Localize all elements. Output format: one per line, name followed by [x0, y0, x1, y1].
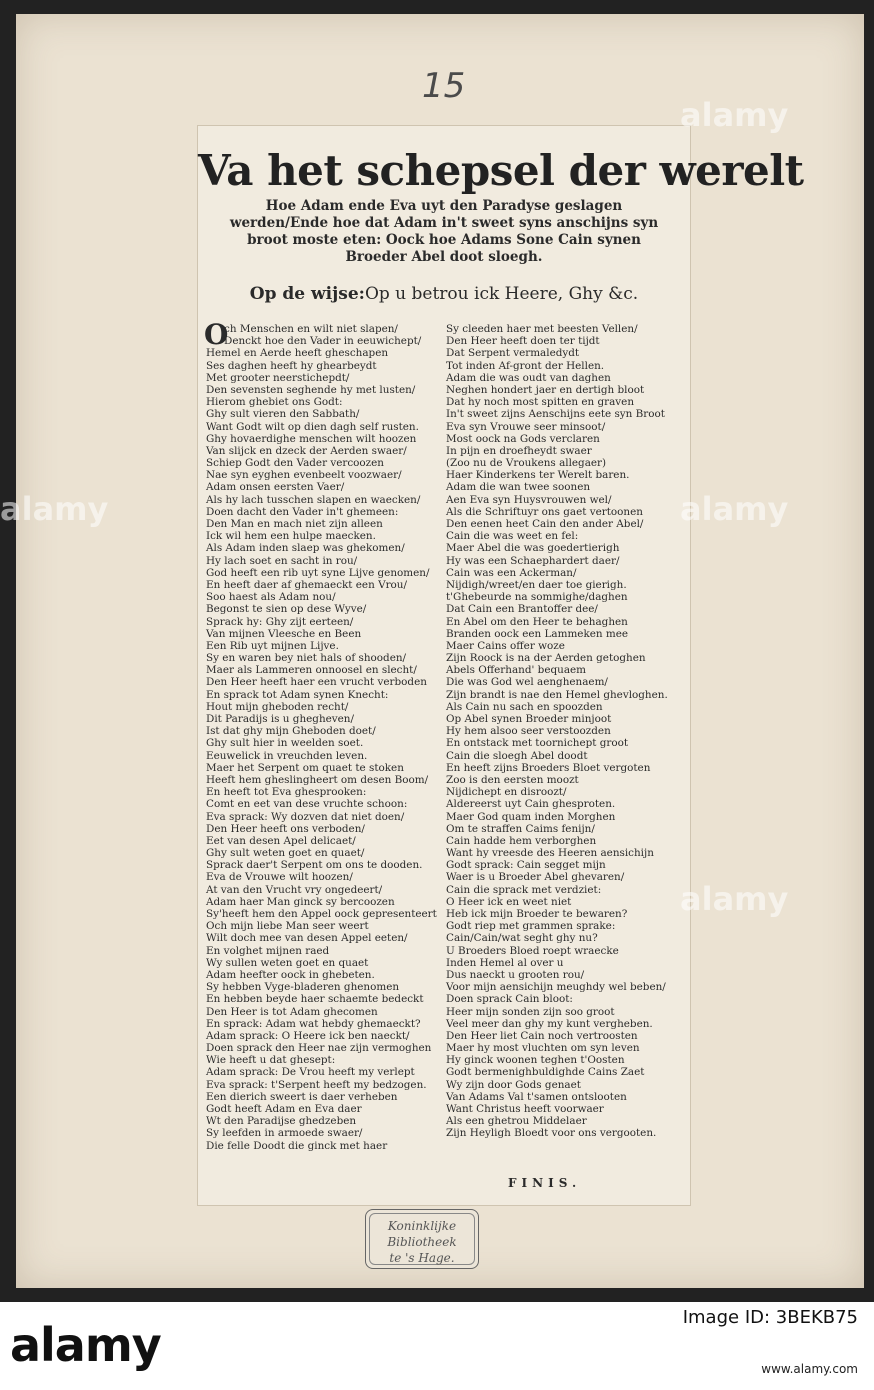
watermark: alamy [680, 96, 789, 134]
verse-line: Om te straffen Caims fenijn/ [446, 822, 595, 835]
verse-line: ch Menschen en wilt niet slapen/ [224, 323, 398, 335]
verse-line: En hebben beyde haer schaemte bedeckt [206, 993, 424, 1006]
verse-line: Dit Paradijs is u ghegheven/ [206, 713, 354, 725]
verse-line: Hy ginck woonen teghen t'Oosten [446, 1054, 625, 1067]
verse-line: Wilt doch mee van desen Appel eeten/ [206, 932, 408, 945]
verse-line: Cain die sprack met verdziet: [446, 883, 602, 896]
verse-line: Adam onsen eersten Vaer/ [206, 481, 345, 494]
verse-line: Sprack hy: Ghy zijt eerteen/ [206, 615, 354, 628]
verse-line: Den Heer liet Cain noch vertroosten [446, 1029, 638, 1042]
verse-line: Op Abel synen Broeder minjoot [446, 713, 612, 725]
verse-line: Godt riep met grammen sprake: [446, 920, 616, 933]
stamp-line: Bibliotheek [387, 1235, 457, 1249]
site-url: www.alamy.com [761, 1362, 858, 1376]
brand-logo: alamy [10, 1318, 161, 1372]
verse-line: Dus naeckt u grooten rou/ [446, 968, 585, 981]
verse-line: Van mijnen Vleesche en Been [206, 627, 362, 640]
verse-line: Doen dacht den Vader in't ghemeen: [206, 505, 399, 518]
verse-line: Neghen hondert jaer en dertigh bloot [446, 383, 645, 396]
verse-line: Aldereerst uyt Cain ghesproten. [446, 798, 616, 811]
verse-line: In pijn en droefheydt swaer [446, 444, 592, 457]
verse-line: Als hy lach tusschen slapen en waecken/ [206, 493, 421, 506]
verse-line: Branden oock een Lammeken mee [446, 627, 629, 640]
watermark: alamy [680, 880, 789, 918]
verse-line: Den Heer heeft haer een vrucht verboden [206, 676, 427, 689]
verse-line: Van Adams Val t'samen ontslooten [446, 1090, 627, 1103]
verse-line: Als Cain nu sach en spoozden [446, 700, 603, 713]
verse-line: Sy hebben Vyge-bladeren ghenomen [206, 981, 400, 994]
subtitle-line: werden/Ende hoe dat Adam in't sweet syns anschijns syn [229, 215, 659, 231]
verse-line: Zoo is den eersten moozt [446, 773, 579, 786]
verse-line: Sy'heeft hem den Appel oock gepresenteert [206, 908, 437, 920]
verse-line: Doen sprack den Heer nae zijn vermoghen [206, 1042, 432, 1055]
verse-line: Dat Serpent vermaledydt [446, 347, 580, 360]
verse-line: U Broeders Bloed roept wraecke [446, 944, 619, 957]
verse-line: Wt den Paradijse ghedzeben [206, 1115, 357, 1128]
verse-line: Eet van desen Apel delicaet/ [206, 834, 356, 847]
verse-line: Cain die sloegh Abel doodt [446, 749, 588, 762]
verse-line: Als die Schriftuyr ons gaet vertoonen [446, 505, 643, 518]
verse-line: Heeft hem gheslingheert om desen Boom/ [206, 773, 429, 786]
verse-line: Adam haer Man ginck sy bercoozen [206, 895, 395, 908]
verse-line: Adam heefter oock in ghebeten. [206, 968, 375, 981]
verse-line: En heeft tot Eva ghesprooken: [206, 786, 367, 799]
verse-line: Een Rib uyt mijnen Lijve. [206, 639, 339, 652]
verse-line: Ses daghen heeft hy ghearbeydt [206, 359, 377, 372]
verse-line: Ghy sult weten goet en quaet/ [206, 847, 365, 860]
verse-line: Adam sprack: O Heere ick ben naeckt/ [206, 1029, 410, 1042]
verse-line: Godt bermenighbuldighde Cains Zaet [446, 1066, 645, 1079]
verse-line: Hierom ghebiet ons Godt: [206, 396, 343, 409]
verse-line: Sprack daer't Serpent om ons te dooden. [206, 859, 423, 872]
verse-line: En heeft daer af ghemaeckt een Vrou/ [206, 578, 407, 591]
verse-line: Wy sullen weten goet en quaet [206, 956, 369, 969]
verse-line: Sy en waren bey niet hals of shooden/ [206, 652, 407, 665]
verse-line: Maer het Serpent om quaet te stoken [206, 761, 404, 774]
verse-line: Met grooter neerstichepdt/ [206, 371, 350, 384]
verse-line: Inden Hemel al over u [446, 956, 564, 969]
verse-line: Als Adam inden slaep was ghekomen/ [206, 542, 405, 555]
verse-line: Eva sprack: Wy dozven dat niet doen/ [206, 810, 405, 823]
verse-line: Den Heer heeft doen ter tijdt [446, 335, 600, 348]
verse-line: Hy was een Schaephardert daer/ [446, 554, 620, 567]
verse-line: Comt en eet van dese vruchte schoon: [206, 798, 408, 811]
verse-line: Nijdigh/wreet/en daer toe gierigh. [446, 578, 627, 591]
verse-line: Aen Eva syn Huysvrouwen wel/ [446, 493, 612, 506]
verse-line: Most oock na Gods verclaren [446, 432, 600, 445]
verse-line: Dat hy noch most spitten en graven [446, 396, 635, 409]
verse-line: Nijdichept en disroozt/ [446, 786, 567, 799]
verse-line: Heer mijn sonden zijn soo groot [446, 1005, 615, 1018]
verse-line: Ghy sult hier in weelden soet. [206, 737, 364, 750]
paper-sheet [16, 14, 864, 1288]
drop-cap: O [204, 318, 229, 351]
verse-line: Hout mijn gheboden recht/ [206, 700, 349, 713]
verse-line: Godt sprack: Cain segget mijn [446, 859, 606, 872]
verse-line: Den eenen heet Cain den ander Abel/ [446, 518, 644, 530]
verse-line: Adam die wan twee soonen [446, 481, 591, 494]
verse-line: Abels Offerhand' bequaem [446, 664, 587, 677]
verse-line: Sy leefden in armoede swaer/ [206, 1127, 363, 1140]
verse-line: Maer Abel die was goedertierigh [446, 542, 620, 555]
verse-line: Schiep Godt den Vader vercoozen [206, 457, 384, 470]
verse-line: En ontstack met toornichept groot [446, 737, 629, 750]
verse-line: Van slijck en dzeck der Aerden swaer/ [206, 444, 407, 457]
verse-line: En sprack tot Adam synen Knecht: [206, 688, 389, 701]
tune-line [198, 284, 690, 304]
verse-line: Voor mijn aensichijn meughdy wel beben/ [446, 981, 666, 994]
stamp-line: te 's Hage. [389, 1251, 455, 1265]
verse-line: Zijn Roock is na der Aerden getoghen [446, 652, 646, 665]
verse-line: Godt heeft Adam en Eva daer [206, 1103, 362, 1115]
verse-line: Adam sprack: De Vrou heeft my verlept [206, 1066, 415, 1079]
verse-line: Maer hy most vluchten om syn leven [446, 1042, 640, 1055]
verse-line: Adam die was oudt van daghen [446, 371, 611, 384]
stamp-line: Koninklijke [387, 1219, 457, 1233]
verse-line: En sprack: Adam wat hebdy ghemaeckt? [206, 1017, 421, 1030]
verse-line: Tot inden Af-gront der Hellen. [446, 359, 605, 372]
verse-line: Cain hadde hem verborghen [446, 834, 597, 847]
verse-line: Want Christus heeft voorwaer [446, 1103, 604, 1115]
image-id: Image ID: 3BEKB75 [682, 1307, 858, 1328]
watermark: alamy [0, 490, 109, 528]
verse-line: En Abel om den Heer te behaghen [446, 615, 628, 628]
verse-line: (Zoo nu de Vroukens allegaer) [446, 457, 607, 470]
verse-line: Die was God wel aenghenaem/ [446, 676, 608, 689]
verse-line: Waer is u Broeder Abel ghevaren/ [446, 871, 625, 884]
verse-line: Ghy sult vieren den Sabbath/ [206, 408, 360, 421]
verse-line: God heeft een rib uyt syne Lijve genomen/ [206, 566, 430, 579]
verse-line: En heeft zijns Broeders Bloet vergoten [446, 761, 651, 774]
verse-line: En volghet mijnen raed [206, 944, 330, 957]
verse-line: t'Ghebeurde na sommighe/daghen [446, 591, 628, 604]
subtitle [206, 198, 682, 266]
verse-line: Een dierich sweert is daer verheben [206, 1090, 398, 1103]
tune-text: Op u betrou ick Heere, Ghy &c. [364, 284, 639, 304]
verse-line: Sy cleeden haer met beesten Vellen/ [446, 323, 638, 335]
left-column [206, 323, 436, 1152]
verse-line: At van den Vrucht vry ongedeert/ [206, 883, 383, 896]
verse-line: Maer als Lammeren onnoosel en slecht/ [206, 664, 417, 677]
verse-line: Zijn Heyligh Bloedt voor ons vergooten. [446, 1127, 657, 1140]
verse-line: Och mijn liebe Man seer weert [206, 920, 369, 933]
verse-line: Haer Kinderkens ter Werelt baren. [446, 469, 630, 482]
verse-line: Cain/Cain/wat seght ghy nu? [446, 932, 598, 945]
finis: FINIS. [508, 1176, 582, 1190]
subtitle-line: Hoe Adam ende Eva uyt den Paradyse geslagen [265, 198, 623, 214]
verse-line: Maer Cains offer woze [446, 639, 565, 652]
verse-line: Hy hem alsoo seer verstoozden [446, 725, 611, 738]
verse-line: Den Man en mach niet zijn alleen [206, 518, 383, 530]
watermark: alamy [680, 490, 789, 528]
subtitle-line: Broeder Abel doot sloegh. [345, 249, 543, 265]
verse-line: Den sevensten seghende hy met lusten/ [206, 383, 416, 396]
verse-line: Als een ghetrou Middelaer [446, 1115, 587, 1128]
verse-line: Ist dat ghy mijn Gheboden doet/ [206, 725, 376, 738]
verse-line: Den Heer is tot Adam ghecomen [206, 1005, 378, 1018]
verse-line: Eva syn Vrouwe seer minsoot/ [446, 420, 606, 433]
pencil-number: 15 [422, 66, 466, 106]
verse-line: Maer God quam inden Morghen [446, 810, 616, 823]
verse-line: Cain die was weet en fel: [446, 530, 579, 543]
verse-line: Wy zijn door Gods genaet [446, 1078, 581, 1091]
verse-line: Begonst te sien op dese Wyve/ [206, 603, 367, 616]
verse-line: Zijn brandt is nae den Hemel ghevloghen. [446, 688, 668, 701]
library-stamp-inner [369, 1213, 475, 1265]
verse-line: Eeuwelick in vreuchden leven. [206, 749, 368, 762]
verse-line: Soo haest als Adam nou/ [206, 591, 336, 604]
verse-line: Eva sprack: t'Serpent heeft my bedzogen. [206, 1078, 427, 1091]
verse-line: Dat Cain een Brantoffer dee/ [446, 603, 598, 616]
verse-line: Denckt hoe den Vader in eeuwichept/ [224, 335, 422, 348]
verse-line: Nae syn eyghen evenbeelt voozwaer/ [206, 469, 402, 482]
subtitle-line: broot moste eten: Oock hoe Adams Sone Cain synen [247, 232, 641, 248]
verse-line: O Heer ick en weet niet [446, 895, 572, 908]
verse-line: Hy lach soet en sacht in rou/ [206, 554, 358, 567]
verse-line: Eva de Vrouwe wilt hoozen/ [206, 871, 353, 884]
verse-line: Wie heeft u dat ghesept: [206, 1054, 336, 1067]
page-title: Va het schepsel der werelt [198, 146, 804, 195]
verse-line: Want Godt wilt op dien dagh self rusten. [206, 420, 419, 433]
verse-line: Cain was een Ackerman/ [446, 566, 577, 579]
verse-line: Veel meer dan ghy my kunt vergheben. [446, 1017, 653, 1030]
verse-line: Ick wil hem een hulpe maecken. [206, 530, 376, 543]
verse-line: In't sweet zijns Aenschijns eete syn Broot [446, 408, 665, 421]
verse-line: Want hy vreesde des Heeren aensichijn [446, 847, 654, 860]
verse-line: Die felle Doodt die ginck met haer [206, 1139, 388, 1152]
verse-line: Hemel en Aerde heeft gheschapen [206, 347, 389, 360]
verse-line: Doen sprack Cain bloot: [446, 993, 573, 1006]
library-stamp [365, 1209, 479, 1269]
tune-label: Op de wijse: [249, 284, 365, 304]
right-column [446, 323, 682, 1140]
verse-line: Ghy hovaerdighe menschen wilt hoozen [206, 432, 417, 445]
verse-line: Den Heer heeft ons verboden/ [206, 822, 365, 835]
verse-line: Heb ick mijn Broeder te bewaren? [446, 908, 628, 920]
